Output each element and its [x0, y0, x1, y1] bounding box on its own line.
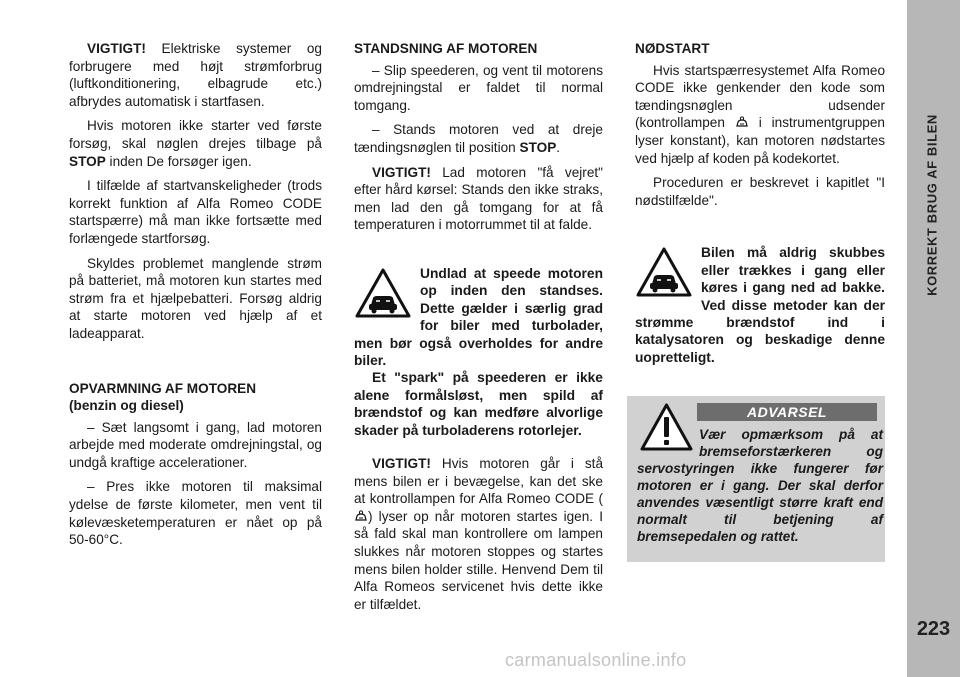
column-2 — [354, 40, 603, 620]
text: – Stands motoren ved at dreje tændingsnøglen til position — [354, 122, 603, 155]
heading-warmup — [69, 380, 322, 415]
text: Lad motoren "få vejret" efter hård kørsel: Stands den ikke straks, men lad den gå tomgang for at få temperaturen i motorrummet til at falde. — [354, 164, 603, 233]
paragraph-emergency-start — [635, 62, 885, 168]
text: Hvis startspærresystemet Alfa Romeo CODE ikke genkender den kode som tændingsnøglen udsender (kontrollampen — [635, 62, 885, 131]
heading-line-2: (benzin og diesel) — [69, 398, 184, 414]
paragraph-turn-key-stop — [354, 121, 603, 156]
warning-block-push-start — [635, 244, 885, 366]
chapter-title — [918, 114, 946, 296]
spacer — [69, 350, 322, 380]
spacer — [637, 426, 699, 456]
text: Hvis motoren ikke starter ved første forsøg, skal nøglen drejes tilbage på — [69, 118, 322, 151]
warning-text: Bilen må aldrig skubbes eller trækkes i gang eller køres i gang ned ad bakke. Ved disse metoder kan der strømme brændstof ind i katalysatoren og beskadige denne uopretteligt. — [635, 245, 885, 365]
page-number: 223 — [916, 618, 951, 640]
column-3 — [635, 40, 885, 366]
paragraph-important-idle — [354, 164, 603, 234]
chapter-sidebar — [907, 0, 960, 677]
paragraph-warmup-2: – Pres ikke motoren til maksimal ydelse de første kilometer, men vent til kølevæsketemperaturen er nået op på 50-60°C. — [69, 479, 322, 548]
watermark: carmanualsonline.info — [505, 650, 687, 670]
text: . — [556, 139, 561, 155]
heading-emergency-start: NØDSTART — [635, 41, 710, 56]
keyword-important: VIGTIGT! — [372, 456, 431, 471]
paragraph-warmup-1: – Sæt langsomt i gang, lad motoren arbejde med moderate omdrejningstal, og undgå kraftige accelerationer. — [69, 419, 322, 470]
keyword-stop: STOP — [519, 139, 557, 155]
spacer — [635, 216, 885, 244]
car-warning-triangle-icon — [635, 246, 693, 298]
text: Hvis motoren går i stå mens bilen er i bevægelse, kan det ske at kontrollampen for Alfa Romeo CODE ( — [354, 456, 603, 507]
warning-text-1: Undlad at speede motoren op inden den standses. Dette gælder i særlig grad for biler med turbolader, men bør også overholdes for andre biler. — [354, 265, 603, 368]
keyword-stop: STOP — [69, 153, 106, 169]
text: inden De forsøger igen. — [105, 153, 252, 169]
paragraph-retry-start — [69, 117, 322, 170]
advarsel-text: Vær opmærksom på at bremseforstærkeren og servostyringen ikke fungerer før motoren er i gang. Der skal derfor anvendes væsentligt større kraft end normalt til betjening af bremsepedalen og rattet. — [637, 427, 883, 544]
paragraph-procedure-reference: Proceduren er beskrevet i kapitlet "I nødstilfælde". — [635, 175, 885, 208]
spacer — [354, 439, 603, 455]
paragraph-battery: Skyldes problemet manglende strøm på batteriet, må motoren kun startes med strøm fra et hjælpebatteri. Forsøg aldrig at starte motoren ved hjælp af et ladeapparat. — [69, 255, 322, 341]
column-1 — [69, 40, 322, 556]
advarsel-text-wrap — [627, 426, 883, 545]
car-warning-triangle-icon — [354, 267, 412, 319]
code-lamp-icon — [735, 116, 749, 128]
text: Elektriske systemer og forbrugere med højt strømforbrug (luftkonditionering, elbagrude etc.) afbrydes automatisk i startfasen. — [69, 41, 322, 109]
heading-line-1: OPVARMNING AF MOTOREN — [69, 380, 257, 396]
warning-text-2: Et "spark" på speederen er ikke alene formålsløst, men spild af brændstof og kan medføre alvorlige skader på turboladerens rotorlejer. — [354, 370, 603, 438]
paragraph-start-difficulties: I tilfælde af startvanskeligheder (trods korrekt funktion af Alfa Romeo CODE startspærre) må man ikke fortsætte med forlængede startforsøg. — [69, 178, 322, 246]
text: ) lyser op når motoren startes igen. I så fald skal man kontrollere om lampen slukkes når motoren stoppes og startes mens bilen holder stille. Henvend Dem til Alfa Romeos servicenet hvis dette ikke er tilfældet. — [354, 508, 603, 612]
keyword-important: VIGTIGT! — [372, 164, 431, 180]
paragraph-release-accelerator: – Slip speederen, og vent til motorens omdrejningstal er faldet til normal tomgang. — [354, 62, 603, 113]
advarsel-label: ADVARSEL — [697, 403, 877, 421]
code-lamp-icon — [354, 510, 368, 522]
chapter-title-text: KORREKT BRUG AF BILEN — [924, 114, 940, 296]
keyword-important: VIGTIGT! — [87, 41, 146, 56]
paragraph-important-code-lamp — [354, 455, 603, 613]
text: i instrumentgruppen lyser konstant), kan motoren nødstartes ved hjælp af koden på kodekortet. — [635, 115, 885, 166]
spacer — [354, 241, 603, 265]
heading-stopping-engine: STANDSNING AF MOTOREN — [354, 41, 538, 56]
warning-block-turbo — [354, 265, 603, 439]
advarsel-box — [627, 396, 885, 562]
paragraph-important-electrical — [69, 40, 322, 110]
